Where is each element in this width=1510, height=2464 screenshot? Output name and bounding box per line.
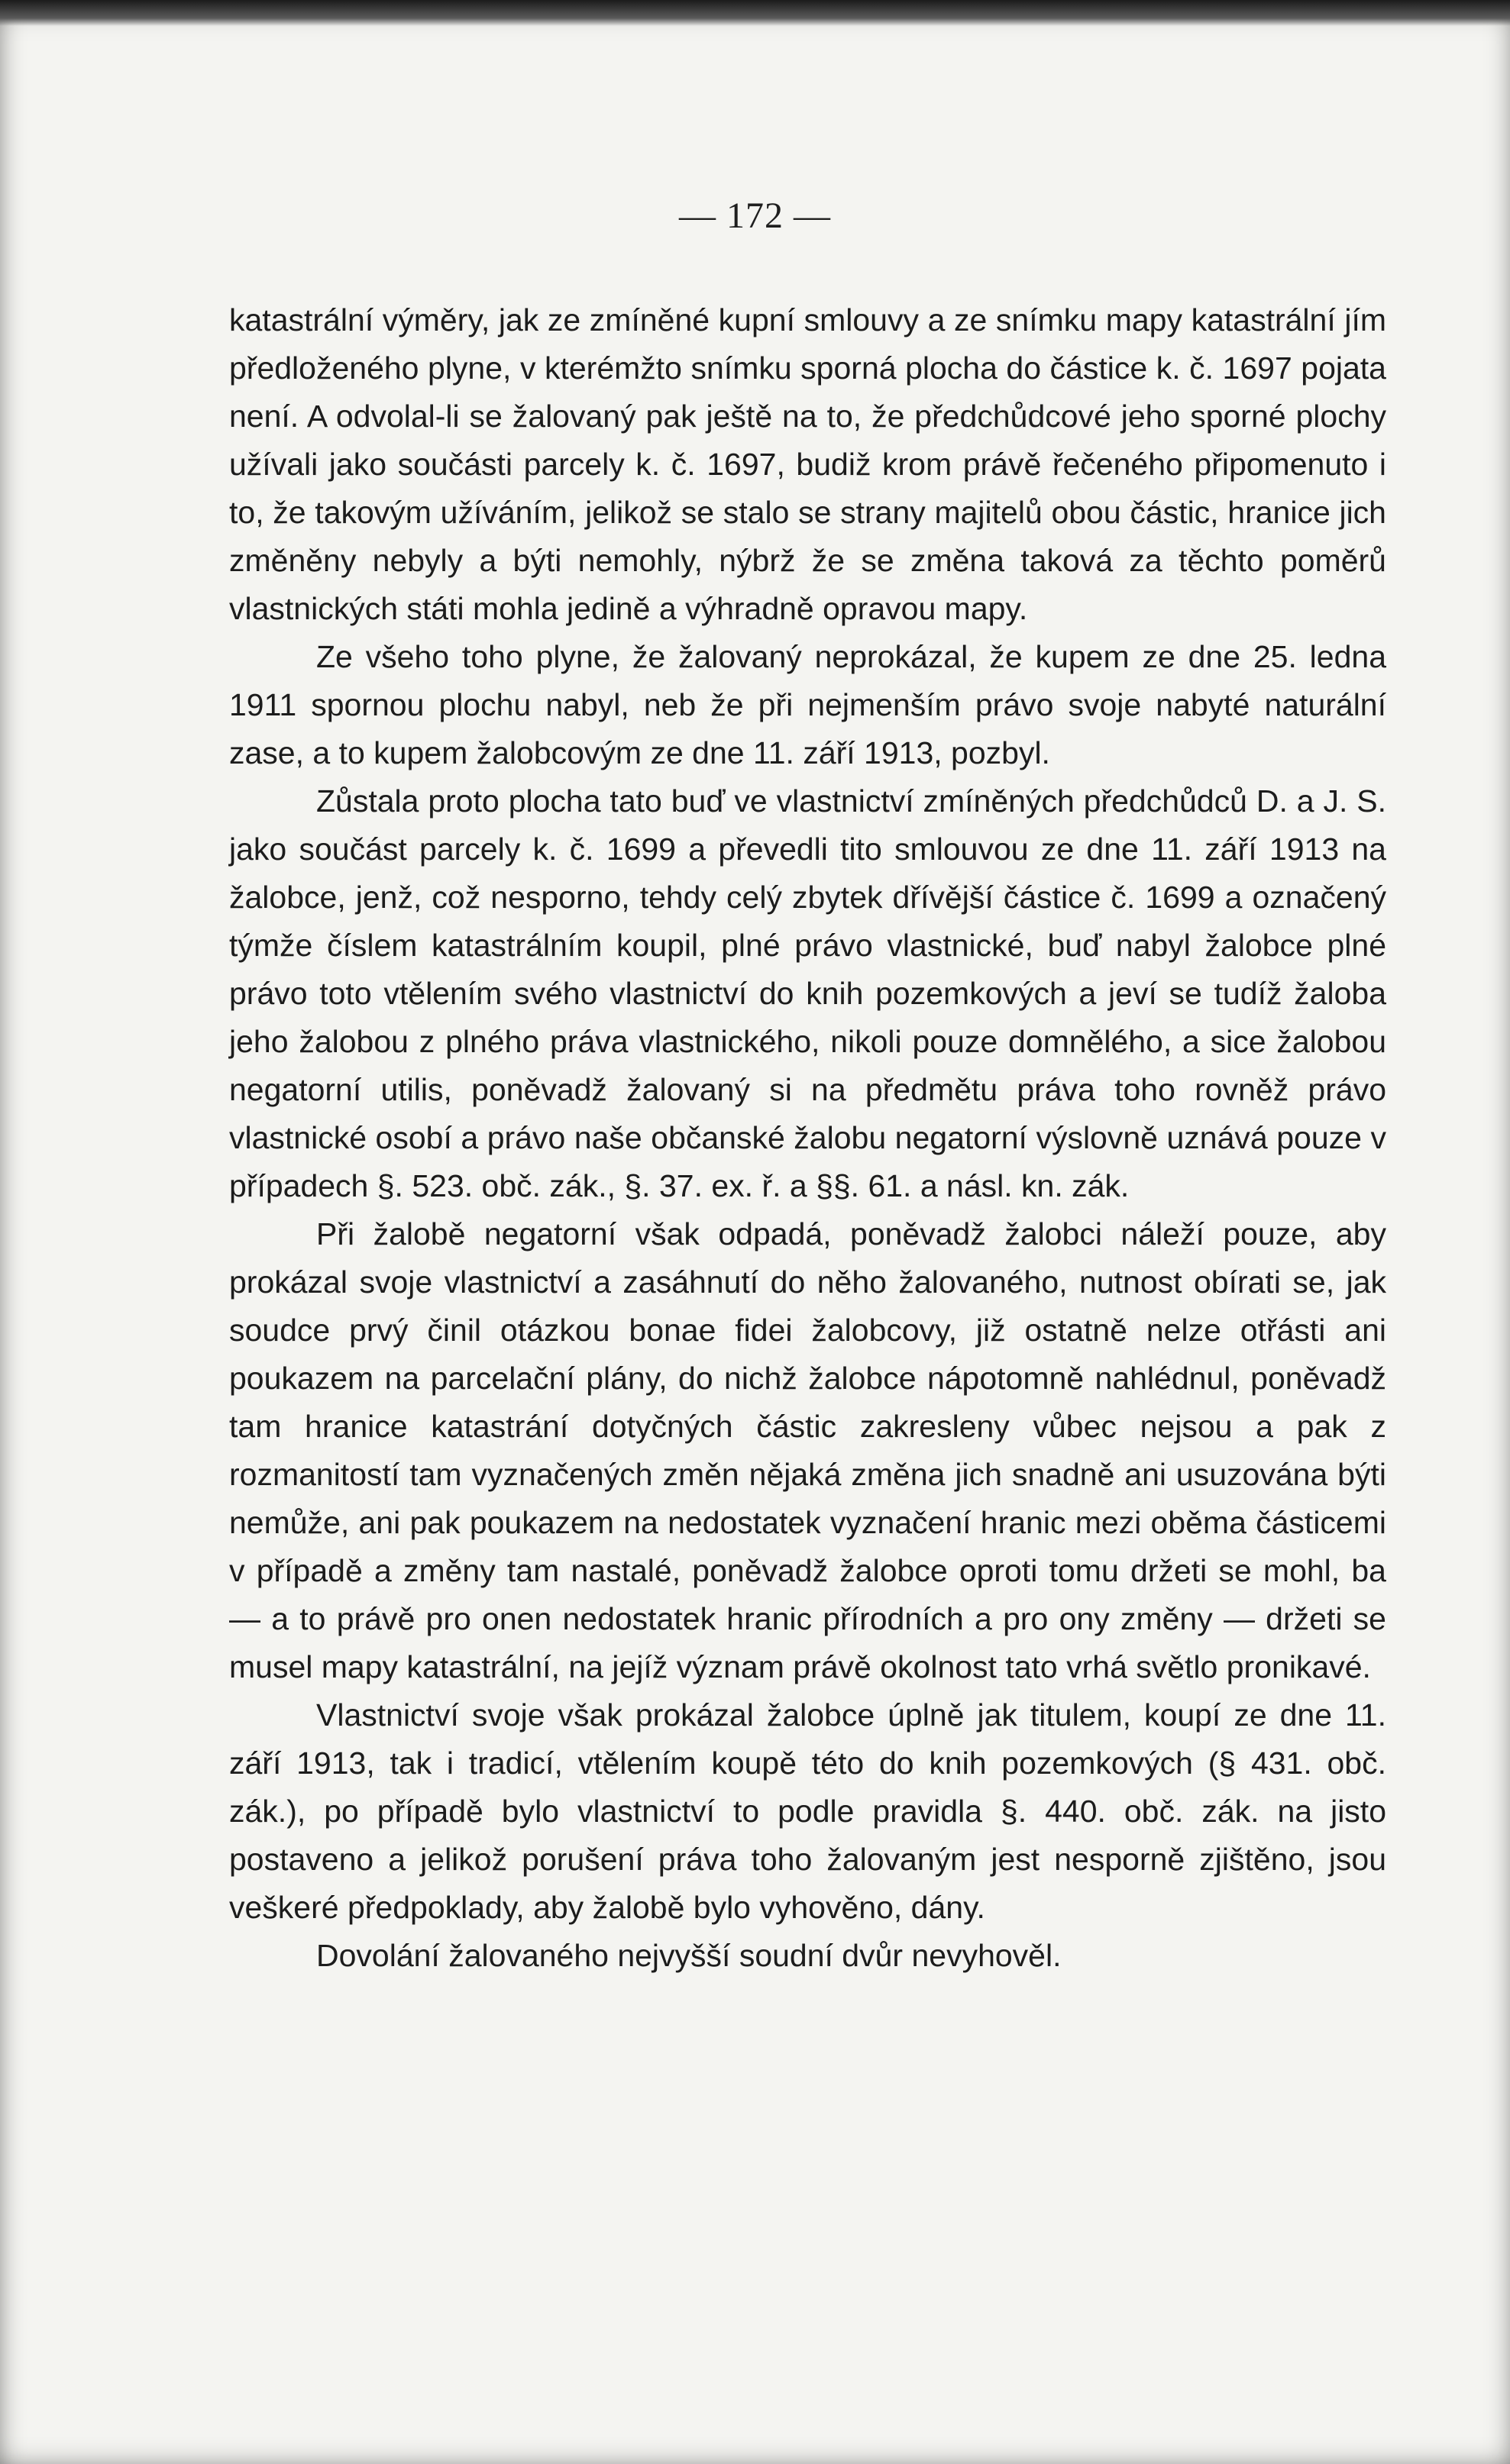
paragraph-continuation: katastrální výměry, jak ze zmíněné kupní smlouvy a ze snímku mapy katastrální jím předloženého plyne, v kterémžto snímku sporná plocha do částice k. č. 1697 pojata není. A odvolal-li se žalovaný pak ještě na to, že předchůdcové jeho sporné plochy užívali jako součásti parcely k. č. 1697, budiž krom právě řečeného připomenuto i to, že takovým užíváním, jelikož se stalo se strany majitelů obou částic, hranice jich změněny nebyly a býti nemohly, nýbrž že se změna taková za těchto poměrů vlastnických státi mohla jedině a výhradně opravou mapy.	[229, 302, 1386, 626]
page-number: — 172 —	[679, 195, 831, 236]
paragraph: Vlastnictví svoje však prokázal žalobce úplně jak titulem, koupí ze dne 11. září 1913, tak i tradicí, vtělením koupě této do knih pozemkových (§ 431. obč. zák.), po případě bylo vlastnictví to podle pravidla §. 440. obč. zák. na jisto postaveno a jelikož porušení práva toho žalovaným jest nesporně zjištěno, jsou veškeré předpoklady, aby žalobě bylo vyhověno, dány.	[229, 1697, 1386, 1925]
body-text	[229, 296, 1386, 1980]
paragraph: Ze všeho toho plyne, že žalovaný neprokázal, že kupem ze dne 25. ledna 1911 spornou plochu nabyl, neb že při nejmenším právo svoje nabyté naturální zase, a to kupem žalobcovým ze dne 11. září 1913, pozbyl.	[229, 639, 1386, 770]
paragraph-final: Dovolání žalovaného nejvyšší soudní dvůr nevyhověl.	[316, 1938, 1062, 1973]
scan-top-edge	[0, 0, 1510, 26]
paragraph: Zůstala proto plocha tato buď ve vlastnictví zmíněných předchůdců D. a J. S. jako součást parcely k. č. 1699 a převedli tito smlouvou ze dne 11. září 1913 na žalobce, jenž, což nesporno, tehdy celý zbytek dřívější částice č. 1699 a označený týmže číslem katastrálním koupil, plné právo vlastnické, buď nabyl žalobce plné právo toto vtělením svého vlastnictví do knih pozemkových a jeví se tudíž žaloba jeho žalobou z plného práva vlastnického, nikoli pouze domnělého, a sice žalobou negatorní utilis, poněvadž žalovaný si na předmětu práva toho rovněž právo vlastnické osobí a právo naše občanské žalobu negatorní výslovně uznává pouze v případech §. 523. obč. zák., §. 37. ex. ř. a §§. 61. a násl. kn. zák.	[229, 783, 1386, 1203]
paragraph: Při žalobě negatorní však odpadá, poněvadž žalobci náleží pouze, aby prokázal svoje vlastnictví a zasáhnutí do něho žalovaného, nutnost obírati se, jak soudce prvý činil otázkou bonae fidei žalobcovy, již ostatně nelze otřásti ani poukazem na parcelační plány, do nichž žalobce nápotomně nahlédnul, poněvadž tam hranice katastrání dotyčných částic zakresleny vůbec nejsou a pak z rozmanitostí tam vyznačených změn nějaká změna jich snadně ani usuzována býti nemůže, ani pak poukazem na nedostatek vyznačení hranic mezi oběma částicemi v případě a změny tam nastalé, poněvadž žalobce oproti tomu držeti se mohl, ba — a to právě pro onen nedostatek hranic přírodních a pro ony změny — držeti se musel mapy katastrální, na jejíž význam právě okolnost tato vrhá světlo pronikavé.	[229, 1216, 1386, 1684]
